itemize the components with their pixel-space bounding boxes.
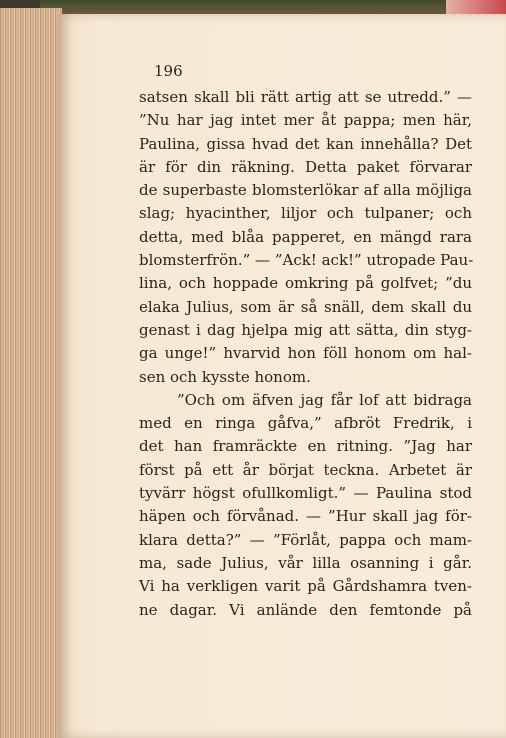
text-line: ”Och om äfven jag får lof att bidraga <box>177 390 472 409</box>
text-line: det han framräckte en ritning. ”Jag har <box>139 437 472 456</box>
text-line: de superbaste blomsterlökar af alla möjliga <box>139 181 472 200</box>
text-line: med en ringa gåfva,” afbröt Fredrik, i <box>139 414 472 433</box>
text-line: satsen skall bli rätt artig att se utredd.” — <box>139 88 472 106</box>
text-line: är för din räkning. Detta paket förvarar <box>139 157 472 176</box>
text-line: lina, och hoppade omkring på golfvet; ”du <box>139 274 472 293</box>
text-line: ma, sade Julius, vår lilla osanning i går. <box>139 553 472 572</box>
text-line: detta, med blåa papperet, en mängd rara <box>139 227 472 246</box>
text-line: först på ett år börjat teckna. Arbetet är <box>139 460 472 479</box>
body-text <box>139 86 472 622</box>
text-line: häpen och förvånad. — ”Hur skall jag för- <box>139 507 472 526</box>
text-line: klara detta?” — ”Förlåt, pappa och mam- <box>139 530 472 549</box>
text-line: sen och kysste honom. <box>139 367 311 386</box>
book-cover-top-edge <box>40 0 506 14</box>
text-line: genast i dag hjelpa mig att sätta, din styg- <box>139 320 472 339</box>
text-line: ga unge!” hvarvid hon föll honom om hal- <box>139 344 472 363</box>
page-number: 196 <box>154 62 183 80</box>
text-line: elaka Julius, som är så snäll, dem skall du <box>139 297 472 316</box>
text-line: slag; hyacinther, liljor och tulpaner; och <box>139 204 472 223</box>
text-line: Paulina, gissa hvad det kan innehålla? Det <box>139 134 472 153</box>
text-line: ”Nu har jag intet mer åt pappa; men här, <box>139 111 472 130</box>
text-line: blomsterfrön.” — ”Ack! ack!” utropade Pau- <box>139 251 474 270</box>
text-line: tyvärr högst ofullkomligt.” — Paulina stod <box>139 484 472 503</box>
text-line: ne dagar. Vi anlände den femtonde på <box>139 600 472 619</box>
page-edges <box>0 8 62 738</box>
text-line: Vi ha verkligen varit på Gårdshamra tven- <box>139 577 472 596</box>
